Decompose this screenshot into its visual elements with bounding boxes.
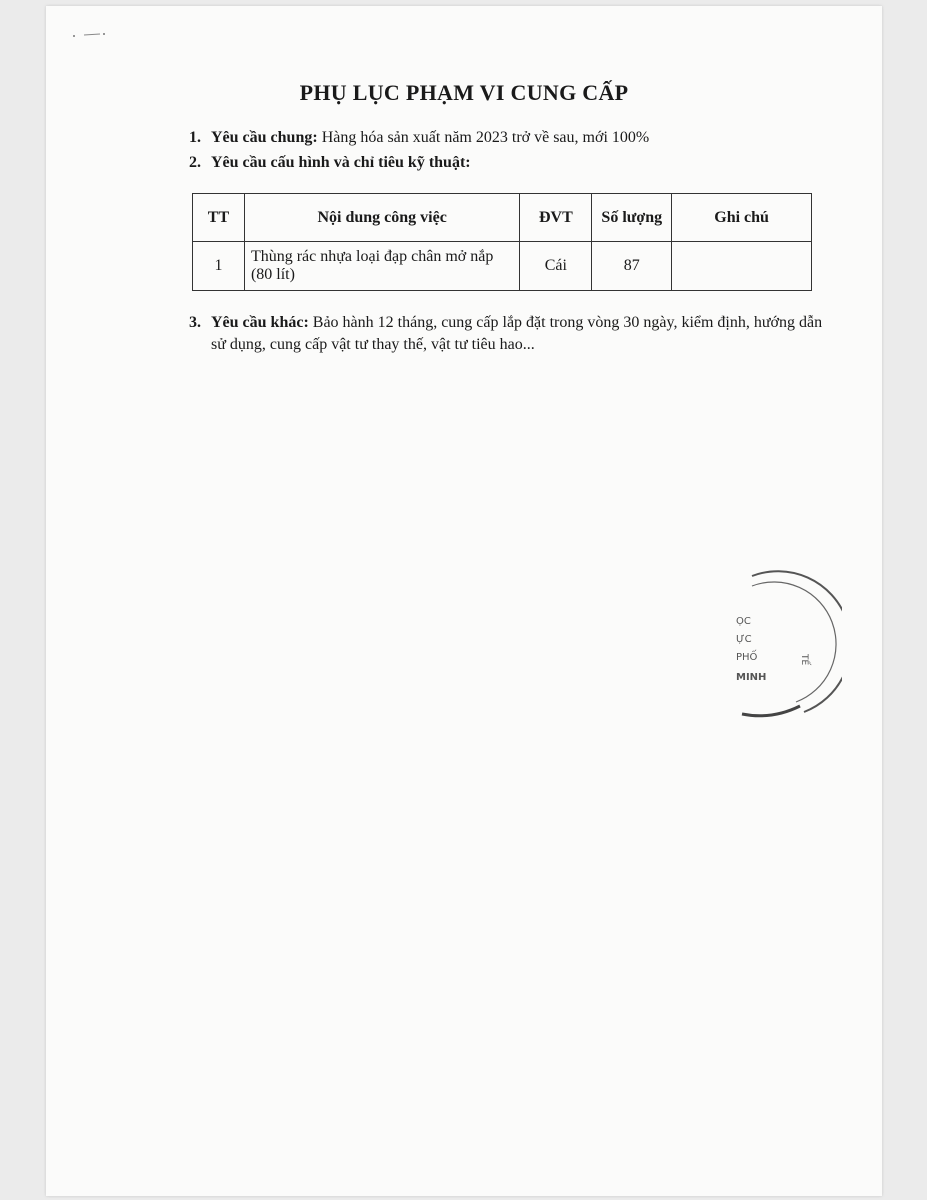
cell-note	[672, 242, 812, 291]
official-stamp	[722, 562, 842, 722]
table-header-row	[193, 194, 812, 242]
spec-table	[192, 193, 812, 291]
cell-quantity: 87	[592, 242, 672, 291]
header-content: Nội dung công việc	[244, 194, 519, 242]
stamp-text: ỌC	[736, 616, 751, 627]
stamp-text: ỰC	[736, 634, 752, 645]
requirement-number: 1.	[189, 129, 201, 146]
document-title: PHỤ LỤC PHẠM VI CUNG CẤP	[299, 80, 629, 105]
stamp-text: TẾ	[799, 654, 809, 666]
header-quantity: Số lượng	[592, 194, 672, 242]
cell-unit: Cái	[520, 242, 592, 291]
requirement-number: 2.	[189, 154, 201, 171]
header-note: Ghi chú	[672, 194, 812, 242]
header-unit: ĐVT	[520, 194, 592, 242]
cell-content: Thùng rác nhựa loại đạp chân mở nắp (80 lít)	[244, 242, 519, 291]
requirement-other	[189, 312, 829, 358]
stamp-graphic	[722, 562, 842, 722]
document-page	[46, 6, 882, 1196]
requirement-text: Bảo hành 12 tháng, cung cấp lắp đặt trong vòng 30 ngày, kiểm định, hướng dẫn sử dụng, cung cấp vật tư thay thế, vật tư tiêu hao...	[211, 314, 823, 353]
header-tt: TT	[193, 194, 245, 242]
scan-mark	[70, 30, 110, 40]
cell-tt: 1	[193, 242, 245, 291]
requirement-label: Yêu cầu chung:	[211, 129, 318, 146]
stamp-text: MINH	[736, 672, 767, 683]
requirement-general	[189, 127, 829, 149]
table-row	[193, 242, 812, 291]
requirement-label: Yêu cầu khác:	[211, 314, 309, 331]
requirement-number: 3.	[189, 314, 201, 331]
requirement-label: Yêu cầu cấu hình và chỉ tiêu kỹ thuật:	[211, 154, 471, 171]
stamp-text: PHỐ	[736, 652, 758, 663]
requirement-text: Hàng hóa sản xuất năm 2023 trở về sau, mới 100%	[317, 129, 650, 146]
requirement-config	[189, 152, 829, 174]
